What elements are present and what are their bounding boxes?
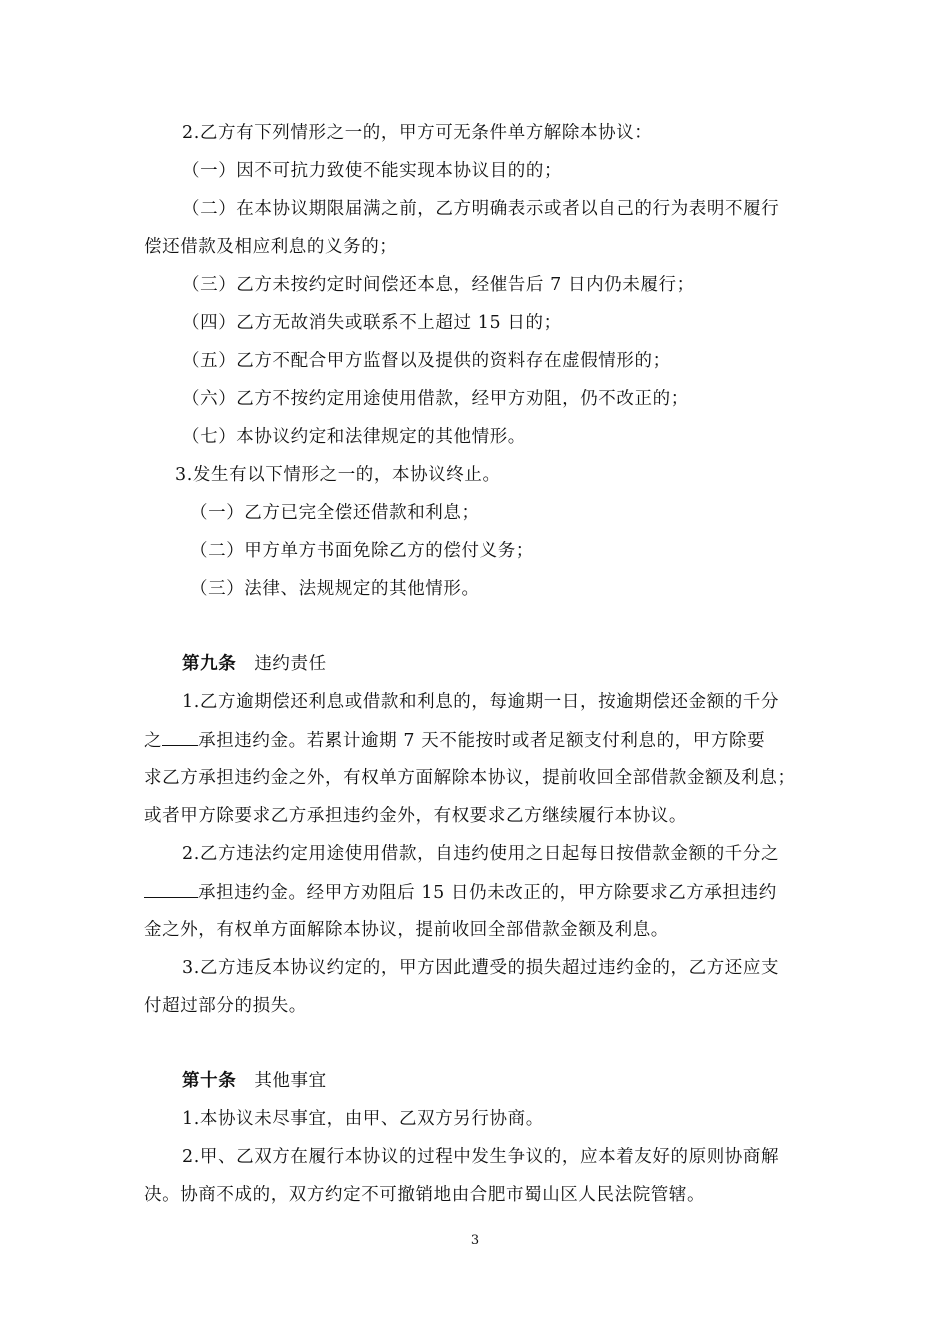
clause9-p1-line4: 或者甲方除要求乙方承担违约金外，有权要求乙方继续履行本协议。: [144, 806, 687, 826]
clause8-part2-item4: （四）乙方无故消失或联系不上超过 15 日的；: [182, 313, 562, 333]
clause10-p2-line2: 决。协商不成的，双方约定不可撤销地由合肥市蜀山区人民法院管辖。: [144, 1185, 706, 1205]
clause9-p1-line2-post: 承担违约金。若累计逾期 7 天不能按时或者足额支付利息的，甲方除要: [198, 731, 766, 751]
clause8-part3-item1: （一）乙方已完全偿还借款和利息；: [190, 503, 480, 523]
clause10-number: 第十条: [182, 1071, 237, 1091]
page-number: 3: [470, 1233, 480, 1248]
clause9-p3-line2: 付超过部分的损失。: [144, 996, 307, 1016]
clause8-part2-item3: （三）乙方未按约定时间偿还本息，经催告后 7 日内仍未履行；: [182, 275, 695, 295]
blank-field: [144, 879, 198, 898]
clause9-p1-line2-pre: 之: [144, 731, 163, 751]
clause9-p3-line1: 3.乙方违反本协议约定的，甲方因此遭受的损失超过违约金的，乙方还应支: [182, 958, 780, 978]
clause9-heading: [182, 651, 847, 677]
clause8-part3-intro: 3.发生有以下情形之一的，本协议终止。: [175, 465, 501, 485]
clause9-p1-line1: 1.乙方逾期偿还利息或借款和利息的，每逾期一日，按逾期偿还金额的千分: [182, 692, 780, 712]
clause10-p2-line1: 2.甲、乙双方在履行本协议的过程中发生争议的，应本着友好的原则协商解: [182, 1147, 780, 1167]
clause8-part3-item2: （二）甲方单方书面免除乙方的偿付义务；: [190, 541, 534, 561]
clause9-p2-line2-post: 承担违约金。经甲方劝阻后 15 日仍未改正的，甲方除要求乙方承担违约: [198, 883, 777, 903]
clause10-p1: 1.本协议未尽事宜，由甲、乙双方另行协商。: [182, 1109, 544, 1129]
clause10-title: 其他事宜: [254, 1071, 327, 1091]
clause9-p1-line2: [144, 727, 809, 754]
clause8-part2-item5: （五）乙方不配合甲方监督以及提供的资料存在虚假情形的；: [182, 351, 671, 371]
clause9-p2-line3: 金之外，有权单方面解除本协议，提前收回全部借款金额及利息。: [144, 920, 669, 940]
clause9-p2-line1: 2.乙方违法约定用途使用借款，自违约使用之日起每日按借款金额的千分之: [182, 844, 780, 864]
clause9-number: 第九条: [182, 654, 237, 674]
blank-field: [162, 727, 198, 746]
clause8-part2-item7: （七）本协议约定和法律规定的其他情形。: [182, 427, 526, 447]
clause8-part2-item2-line2: 偿还借款及相应利息的义务的；: [144, 237, 398, 257]
clause9-p2-line2: [144, 879, 809, 906]
clause9-p1-line3: 求乙方承担违约金之外，有权单方面解除本协议，提前收回全部借款金额及利息；: [144, 768, 796, 788]
clause8-part2-intro: 2.乙方有下列情形之一的，甲方可无条件单方解除本协议：: [182, 123, 653, 143]
clause8-part3-item3: （三）法律、法规规定的其他情形。: [190, 579, 480, 599]
clause8-part2-item1: （一）因不可抗力致使不能实现本协议目的的；: [182, 161, 563, 181]
clause8-part2-item6: （六）乙方不按约定用途使用借款，经甲方劝阻，仍不改正的；: [182, 389, 689, 409]
clause10-heading: [182, 1068, 847, 1094]
clause8-part2-item2-line1: （二）在本协议期限届满之前，乙方明确表示或者以自己的行为表明不履行: [182, 199, 780, 219]
clause9-title: 违约责任: [254, 654, 327, 674]
